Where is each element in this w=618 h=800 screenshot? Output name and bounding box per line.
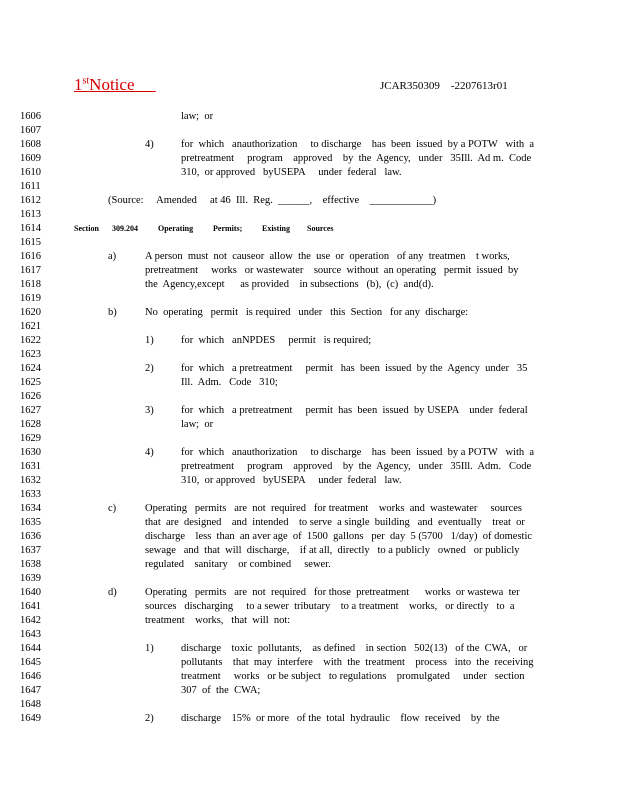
text-line: pretreatment program approved by the Agency, under 35Ill. Adm. Code — [181, 461, 532, 472]
text-line: discharge 15% or more of the total hydraulic flow received by the — [181, 713, 500, 724]
line-number: 1632 — [20, 475, 41, 486]
text-line: (Source: Amended at 46 Ill. Reg. ______, effective ____________) — [108, 195, 437, 206]
subsection-marker: 4) — [145, 447, 154, 458]
line-number: 1615 — [20, 237, 41, 248]
text-line: pollutants that may interfere with the treatment process into the receiving — [181, 657, 534, 668]
text-line: for which anauthorization to discharge has been issued by a POTW with a — [181, 139, 535, 150]
section-heading-part: Sources — [307, 224, 334, 233]
line-number: 1636 — [20, 531, 41, 542]
line-number: 1624 — [20, 363, 41, 374]
subsection-marker: d) — [108, 587, 117, 598]
text-line: No operating permit is required under this Section for any discharge: — [145, 307, 469, 318]
section-heading-part: 309.204 — [112, 224, 138, 233]
line-number: 1618 — [20, 279, 41, 290]
line-number: 1623 — [20, 349, 41, 360]
text-line: Ill. Adm. Code 310; — [181, 377, 278, 388]
line-number: 1635 — [20, 517, 41, 528]
section-heading-part: Existing — [262, 224, 291, 233]
line-number: 1638 — [20, 559, 41, 570]
line-number: 1621 — [20, 321, 41, 332]
text-line: that are designed and intended to serve a single building and eventually treat or — [145, 517, 525, 528]
line-number: 1617 — [20, 265, 41, 276]
text-line: discharge less than an aver age of 1500 gallons per day 5 (5700 1/day) of domestic — [145, 531, 533, 542]
line-number: 1608 — [20, 139, 41, 150]
line-number: 1629 — [20, 433, 41, 444]
line-number: 1626 — [20, 391, 41, 402]
line-number: 1619 — [20, 293, 41, 304]
text-line: 307 of the CWA; — [181, 685, 261, 696]
line-number: 1628 — [20, 419, 41, 430]
text-line: regulated sanitary or combined sewer. — [145, 559, 331, 570]
text-line: law; or — [181, 419, 214, 430]
line-number: 1634 — [20, 503, 41, 514]
line-number: 1649 — [20, 713, 41, 724]
text-line: pretreatment program approved by the Agency, under 35Ill. Ad m. Code — [181, 153, 532, 164]
line-number: 1611 — [20, 181, 41, 192]
subsection-marker: c) — [108, 503, 117, 514]
line-number: 1616 — [20, 251, 41, 262]
line-number: 1614 — [20, 223, 41, 234]
text-line: Operating permits are not required for those pretreatment works or wastewa ter — [145, 587, 520, 598]
notice-superscript: st — [82, 75, 90, 87]
line-number: 1642 — [20, 615, 41, 626]
line-number: 1613 — [20, 209, 41, 220]
subsection-marker: 4) — [145, 139, 154, 150]
text-line: A person must not causeor allow the use or operation of any treatmen t works, — [145, 251, 510, 262]
line-number: 1620 — [20, 307, 41, 318]
text-line: sewage and that will discharge, if at all, directly to a publicly owned or publicly — [145, 545, 520, 556]
document-code: JCAR350309 -2207613r01 — [380, 80, 508, 92]
subsection-marker: a) — [108, 251, 117, 262]
line-number: 1627 — [20, 405, 41, 416]
notice-label — [74, 75, 156, 95]
line-number: 1639 — [20, 573, 41, 584]
section-heading-part: Permits; — [213, 224, 243, 233]
text-line: 310, or approved byUSEPA under federal law. — [181, 167, 402, 178]
line-number: 1648 — [20, 699, 41, 710]
line-number: 1625 — [20, 377, 41, 388]
subsection-marker: 1) — [145, 335, 154, 346]
line-number: 1645 — [20, 657, 41, 668]
line-number: 1630 — [20, 447, 41, 458]
line-number: 1633 — [20, 489, 41, 500]
line-number: 1647 — [20, 685, 41, 696]
text-line: law; or — [181, 111, 214, 122]
notice-word: Notice — [89, 75, 135, 94]
line-number: 1643 — [20, 629, 41, 640]
subsection-marker: 2) — [145, 713, 154, 724]
text-line: for which anauthorization to discharge has been issued by a POTW with a — [181, 447, 535, 458]
line-number: 1631 — [20, 461, 41, 472]
text-line: treatment works, that will not: — [145, 615, 291, 626]
section-heading-part: Section — [74, 224, 99, 233]
line-number: 1646 — [20, 671, 41, 682]
subsection-marker: 1) — [145, 643, 154, 654]
subsection-marker: 3) — [145, 405, 154, 416]
line-number: 1637 — [20, 545, 41, 556]
line-number: 1641 — [20, 601, 41, 612]
subsection-marker: 2) — [145, 363, 154, 374]
subsection-marker: b) — [108, 307, 117, 318]
text-line: treatment works or be subject to regulations promulgated under section — [181, 671, 525, 682]
text-line: for which a pretreatment permit has been issued by the Agency under 35 — [181, 363, 528, 374]
line-number: 1607 — [20, 125, 41, 136]
text-line: discharge toxic pollutants, as defined in section 502(13) of the CWA, or — [181, 643, 528, 654]
text-line: for which a pretreatment permit has been issued by USEPA under federal — [181, 405, 528, 416]
section-heading-part: Operating — [158, 224, 194, 233]
text-line: sources discharging to a sewer tributary to a treatment works, or directly to a — [145, 601, 515, 612]
line-number: 1644 — [20, 643, 41, 654]
text-line: 310, or approved byUSEPA under federal law. — [181, 475, 402, 486]
line-number: 1622 — [20, 335, 41, 346]
text-line: the Agency,except as provided in subsections (b), (c) and(d). — [145, 279, 434, 290]
text-line: pretreatment works or wastewater source without an operating permit issued by — [145, 265, 519, 276]
notice-number: 1 — [74, 75, 83, 94]
line-number: 1610 — [20, 167, 41, 178]
line-number: 1609 — [20, 153, 41, 164]
text-line: for which anNPDES permit is required; — [181, 335, 372, 346]
line-number: 1640 — [20, 587, 41, 598]
text-line: Operating permits are not required for treatment works and wastewater sources — [145, 503, 523, 514]
line-number: 1606 — [20, 111, 41, 122]
line-number: 1612 — [20, 195, 41, 206]
